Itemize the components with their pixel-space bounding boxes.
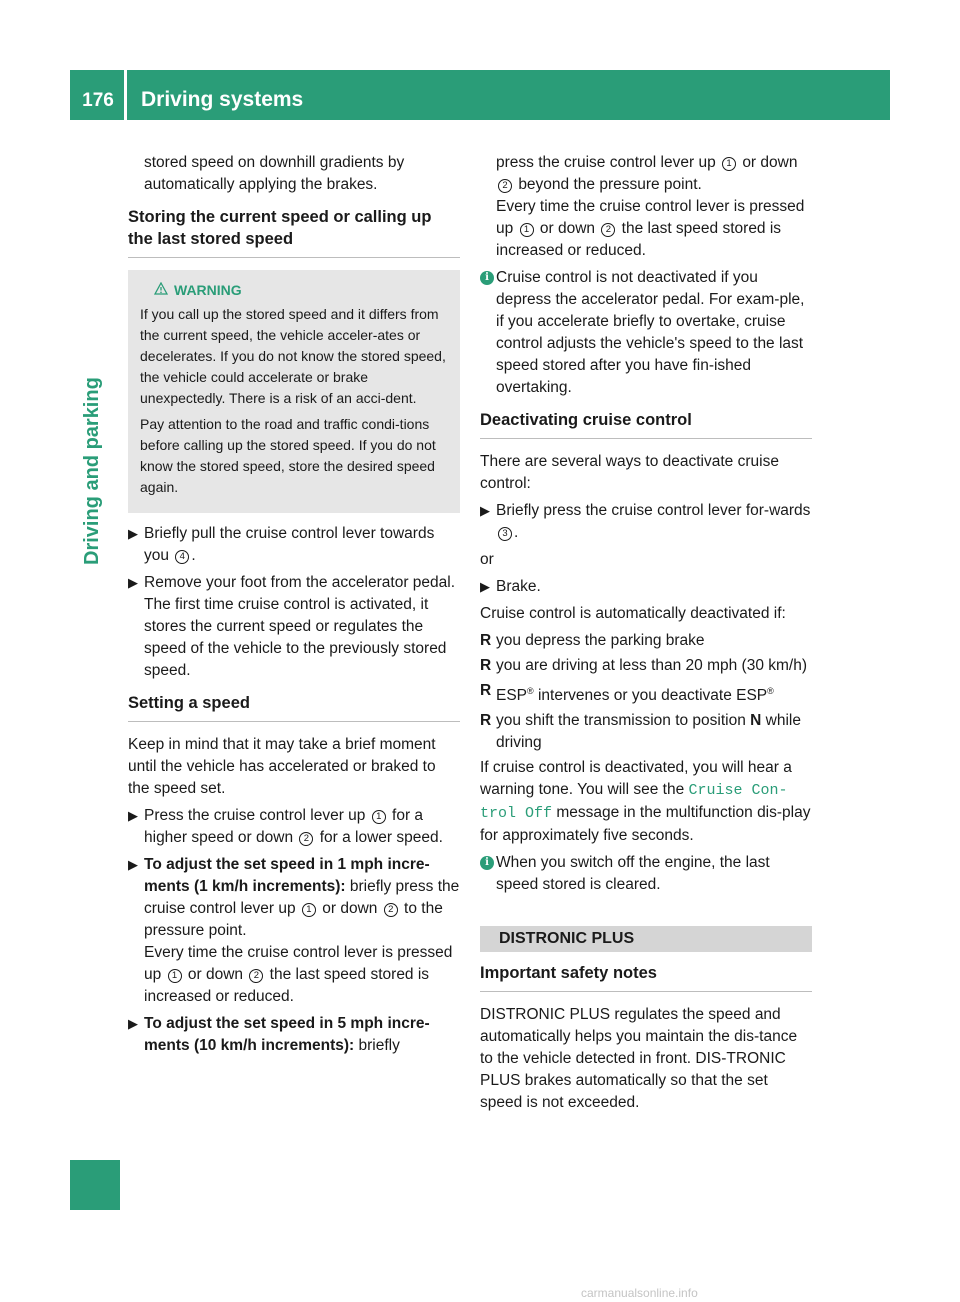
warning-text-1: If you call up the stored speed and it differs from the current speed, the vehicle acceler-ates or decelerates. If you do not know the stored speed, the vehicle could accelerate or brake unexpectedly. There is a risk of an acci-dent. (140, 306, 446, 406)
continued-step: press the cruise control lever up 1 or down 2 beyond the pressure point. Every time the cruise control lever is pressed up 1 or down 2 the last speed stored is increased or reduced. (496, 154, 805, 259)
callout-number: 2 (249, 969, 263, 983)
callout-number: 3 (498, 527, 512, 541)
intro-text: stored speed on downhill gradients by automatically applying the brakes. (144, 154, 405, 193)
callout-number: 1 (302, 903, 316, 917)
warning-triangle-icon (154, 280, 168, 301)
heading-deactivating: Deactivating cruise control (480, 409, 812, 439)
step-adjust-5mph: ▶ To adjust the set speed in 5 mph incre-ments (10 km/h increments): briefly (128, 1015, 430, 1054)
step-arrow-icon: ▶ (128, 526, 138, 541)
side-tab-label: Driving and parking (81, 377, 103, 565)
info-icon: i (480, 856, 494, 870)
warning-text-2: Pay attention to the road and traffic condi-tions before calling up the stored speed. If you do not know the stored speed, store the desired speed again. (140, 416, 436, 495)
list-item: R you shift the transmission to position N while driving (480, 712, 801, 752)
heading-storing-speed: Storing the current speed or calling up the last stored speed (128, 206, 460, 258)
callout-number: 1 (722, 157, 736, 171)
callout-number: 1 (168, 969, 182, 983)
callout-number: 1 (520, 223, 534, 237)
page-number: 176 (82, 90, 114, 111)
callout-number: 2 (384, 903, 398, 917)
side-tab-marker (70, 1160, 120, 1210)
info-note-accelerator: i Cruise control is not deactivated if you depress the accelerator pedal. For exam-ple, if you accelerate briefly to overtake, cruise control adjusts the vehicle's speed to the last speed stored after you have fin-ished overtaking. (480, 267, 812, 399)
callout-number: 2 (601, 223, 615, 237)
callout-number: 2 (498, 179, 512, 193)
deactivate-intro: There are several ways to deactivate cruise control: (480, 453, 779, 492)
info-icon: i (480, 271, 494, 285)
heading-safety-notes: Important safety notes (480, 962, 812, 992)
step-arrow-icon: ▶ (480, 503, 490, 518)
step-arrow-icon: ▶ (128, 808, 138, 823)
left-column (128, 152, 460, 1062)
step-arrow-icon: ▶ (480, 579, 490, 594)
list-item: R ESP® intervenes or you deactivate ESP® (480, 682, 774, 705)
section-distronic-plus: DISTRONIC PLUS (480, 926, 812, 952)
warning-title: WARNING (174, 282, 242, 298)
auto-deactivate-intro: Cruise control is automatically deactivated if: (480, 605, 786, 622)
step-pull-lever: ▶ Briefly pull the cruise control lever towards you 4 . (128, 525, 435, 564)
setting-intro-text: Keep in mind that it may take a brief moment until the vehicle has accelerated or braked to the speed set. (128, 736, 436, 797)
watermark: carmanualsonline.info (581, 1286, 698, 1300)
warning-header (154, 280, 450, 301)
callout-number: 2 (299, 832, 313, 846)
list-item: R you depress the parking brake (480, 632, 705, 649)
right-column (480, 152, 812, 1119)
deactivate-message-text: If cruise control is deactivated, you will hear a warning tone. You will see the Cruise Con-trol Off message in the multifunction dis-play for approximately five seconds. (480, 759, 811, 845)
display-message: Cruise Con-trol Off (480, 782, 788, 823)
step-brake: ▶ Brake. (480, 576, 812, 598)
header-title: Driving systems (141, 88, 304, 111)
step-arrow-icon: ▶ (128, 575, 138, 590)
or-text: or (480, 551, 494, 568)
step-arrow-icon: ▶ (128, 1016, 138, 1031)
step-remove-foot: ▶ Remove your foot from the accelerator pedal. The first time cruise control is activated, it stores the current speed or regulates the speed of the vehicle to the previously stored speed. (128, 574, 456, 679)
list-item: R you are driving at less than 20 mph (30 km/h) (480, 657, 808, 674)
heading-setting-speed: Setting a speed (128, 692, 460, 722)
callout-number: 1 (372, 810, 386, 824)
callout-number: 4 (175, 550, 189, 564)
info-note-engine-off: i When you switch off the engine, the last speed stored is cleared. (480, 852, 812, 896)
safety-text: DISTRONIC PLUS regulates the speed and automatically helps you maintain the dis-tance to the vehicle detected in front. DIS-TRONIC PLUS brakes automatically so that the set speed is not exceeded. (480, 1006, 798, 1112)
header-divider (124, 70, 127, 120)
warning-box (128, 270, 460, 513)
step-press-lever: ▶ Press the cruise control lever up 1 for a higher speed or down 2 for a lower speed. (128, 807, 443, 846)
step-adjust-1mph: ▶ To adjust the set speed in 1 mph incre-ments (1 km/h increments): briefly press the cruise control lever up 1 or down 2 to the pressure point. Every time the cruise control lever is pressed up 1 or down 2 the last speed stored is increased or reduced. (128, 856, 460, 1005)
step-arrow-icon: ▶ (128, 857, 138, 872)
step-press-forwards: ▶ Briefly press the cruise control lever for-wards 3 . (480, 502, 811, 541)
